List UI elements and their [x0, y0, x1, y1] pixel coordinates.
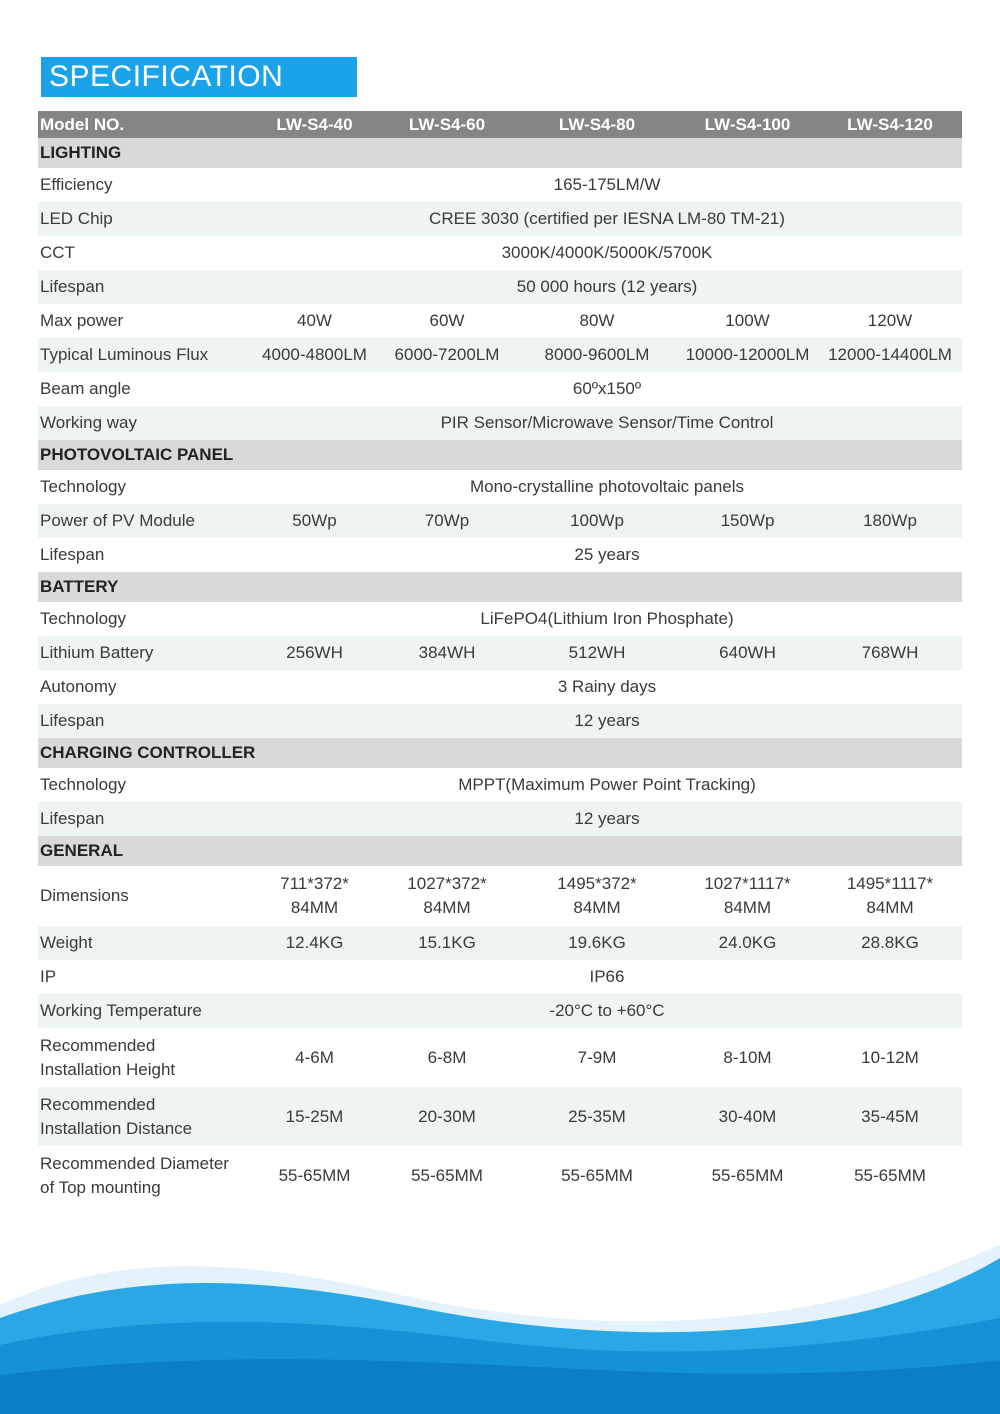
- header-model-1: LW-S4-40: [276, 114, 353, 134]
- section-title: CHARGING CONTROLLER: [40, 743, 256, 762]
- row-value: 30-40M: [718, 1106, 777, 1126]
- page-title: SPECIFICATION: [49, 60, 284, 93]
- row-value-span: 165-175LM/W: [553, 175, 661, 194]
- row-value-span: 12 years: [574, 809, 640, 828]
- row-value: 24.0KG: [718, 933, 777, 952]
- table-header-row: [38, 111, 962, 138]
- section-header-row: [38, 138, 962, 168]
- row-value: 640WH: [719, 643, 776, 662]
- table-row: [38, 960, 962, 994]
- decorative-wave: [0, 1200, 1000, 1414]
- table-row: [38, 994, 962, 1028]
- row-value: 70Wp: [424, 511, 470, 530]
- table-row: [38, 372, 962, 406]
- table-row: [38, 470, 962, 504]
- row-label: Recommended Installation Distance: [40, 1094, 193, 1138]
- row-label: Power of PV Module: [40, 511, 195, 530]
- row-label: Working way: [40, 413, 137, 432]
- header-model-2: LW-S4-60: [408, 114, 486, 134]
- row-value: 6-8M: [427, 1047, 467, 1067]
- row-label: Lifespan: [40, 277, 105, 296]
- table-row: [38, 236, 962, 270]
- row-value: 256WH: [286, 643, 343, 662]
- row-label: Lifespan: [40, 711, 105, 730]
- row-label: Typical Luminous Flux: [40, 345, 209, 364]
- row-value: 1027*1117* 84MM: [704, 874, 791, 917]
- row-label: LED Chip: [40, 209, 113, 228]
- row-value-span: Mono-crystalline photovoltaic panels: [469, 477, 745, 496]
- row-value: 55-65MM: [711, 1165, 784, 1185]
- section-title: PHOTOVOLTAIC PANEL: [40, 445, 234, 464]
- row-value: 6000-7200LM: [394, 345, 500, 364]
- table-row: [38, 926, 962, 960]
- header-model-5: LW-S4-120: [847, 114, 933, 134]
- row-value: 100Wp: [570, 511, 624, 530]
- row-value: 35-45M: [861, 1106, 919, 1126]
- row-label: Technology: [40, 609, 127, 628]
- row-value: 60W: [429, 311, 465, 330]
- row-value: 12.4KG: [285, 933, 344, 952]
- spec-table: [38, 111, 962, 1205]
- table-row: [38, 636, 962, 670]
- table-row: [38, 304, 962, 338]
- table-row: [38, 202, 962, 236]
- row-value: 20-30M: [418, 1106, 476, 1126]
- row-value: 55-65MM: [561, 1165, 633, 1185]
- row-value-span: -20°C to +60°C: [549, 1001, 665, 1020]
- row-label: Max power: [40, 311, 124, 330]
- row-label: Technology: [40, 477, 127, 496]
- row-value-span: 25 years: [574, 545, 640, 564]
- row-value: 7-9M: [577, 1047, 617, 1067]
- row-value: 28.8KG: [861, 933, 919, 952]
- row-value-span: MPPT(Maximum Power Point Tracking): [458, 775, 756, 794]
- row-label: IP: [40, 967, 57, 986]
- row-value: 19.6KG: [568, 933, 626, 952]
- table-row: [38, 168, 962, 202]
- row-label: Beam angle: [40, 379, 131, 398]
- row-value: 15-25M: [285, 1106, 344, 1126]
- row-label: CCT: [40, 243, 75, 262]
- row-value: 55-65MM: [411, 1165, 483, 1185]
- table-row: [38, 270, 962, 304]
- row-value: 80W: [579, 311, 615, 330]
- row-value: 512WH: [568, 643, 626, 662]
- section-header-row: [38, 738, 962, 768]
- row-value-span: 3000K/4000K/5000K/5700K: [501, 243, 713, 262]
- row-value-span: IP66: [589, 967, 625, 986]
- row-value: 1495*372* 84MM: [557, 874, 637, 917]
- row-value: 1027*372* 84MM: [407, 874, 487, 917]
- row-value: 150Wp: [720, 511, 775, 530]
- row-value: 120W: [867, 311, 913, 330]
- table-row: [38, 1087, 962, 1146]
- table-row: [38, 670, 962, 704]
- row-label: Efficiency: [40, 175, 113, 194]
- table-row: [38, 504, 962, 538]
- row-label: Autonomy: [40, 677, 117, 696]
- header-model-4: LW-S4-100: [704, 114, 791, 134]
- table-row: [38, 802, 962, 836]
- row-value: 10-12M: [861, 1047, 919, 1067]
- row-value-span: CREE 3030 (certified per IESNA LM-80 TM-21): [429, 209, 785, 228]
- row-label: Lifespan: [40, 545, 105, 564]
- row-value: 55-65MM: [854, 1165, 926, 1185]
- section-header-row: [38, 440, 962, 470]
- row-value-span: LiFePO4(Lithium Iron Phosphate): [480, 609, 734, 628]
- row-value: 1495*1117* 84MM: [846, 874, 934, 917]
- page-title-banner: [41, 57, 357, 97]
- table-row: [38, 602, 962, 636]
- row-label: Recommended Diameter of Top mounting: [40, 1153, 229, 1197]
- row-value: 50Wp: [292, 511, 337, 530]
- row-value: 384WH: [418, 643, 476, 662]
- row-value: 4000-4800LM: [262, 345, 367, 364]
- table-row: [38, 406, 962, 440]
- table-row: [38, 338, 962, 372]
- section-header-row: [38, 836, 962, 866]
- row-value: 768WH: [861, 643, 919, 662]
- row-value: 711*372* 84MM: [280, 874, 349, 917]
- row-value-span: 50 000 hours (12 years): [516, 277, 698, 296]
- row-value: 4-6M: [295, 1047, 334, 1067]
- table-row: [38, 768, 962, 802]
- table-row: [38, 1028, 962, 1087]
- row-value-span: 12 years: [574, 711, 640, 730]
- table-row: [38, 1146, 962, 1205]
- section-title: GENERAL: [40, 841, 124, 860]
- row-value: 15.1KG: [418, 933, 476, 952]
- section-title: BATTERY: [40, 577, 119, 596]
- table-row: [38, 538, 962, 572]
- row-value: 180Wp: [863, 511, 917, 530]
- row-value: 12000-14400LM: [828, 345, 952, 364]
- row-value: 40W: [297, 311, 332, 330]
- header-model-label: Model NO.: [40, 114, 125, 134]
- row-label: Weight: [40, 933, 93, 952]
- row-label: Lifespan: [40, 809, 105, 828]
- row-value: 8000-9600LM: [544, 345, 650, 364]
- section-title: LIGHTING: [40, 143, 122, 162]
- table-row: [38, 704, 962, 738]
- row-value: 55-65MM: [278, 1165, 351, 1185]
- row-value-span: PIR Sensor/Microwave Sensor/Time Control: [440, 413, 774, 432]
- row-value-span: 3 Rainy days: [557, 677, 657, 696]
- section-header-row: [38, 572, 962, 602]
- row-value: 100W: [725, 311, 770, 330]
- row-value: 8-10M: [723, 1047, 772, 1067]
- row-value: 10000-12000LM: [685, 345, 810, 364]
- row-label: Dimensions: [40, 886, 129, 905]
- row-label: Working Temperature: [40, 1001, 202, 1020]
- header-model-3: LW-S4-80: [558, 114, 636, 134]
- row-value-span: 60ºx150º: [572, 379, 642, 398]
- row-label: Technology: [40, 775, 127, 794]
- row-label: Lithium Battery: [40, 643, 154, 662]
- row-label: Recommended Installation Height: [40, 1035, 176, 1079]
- table-row: [38, 866, 962, 926]
- row-value: 25-35M: [568, 1106, 626, 1126]
